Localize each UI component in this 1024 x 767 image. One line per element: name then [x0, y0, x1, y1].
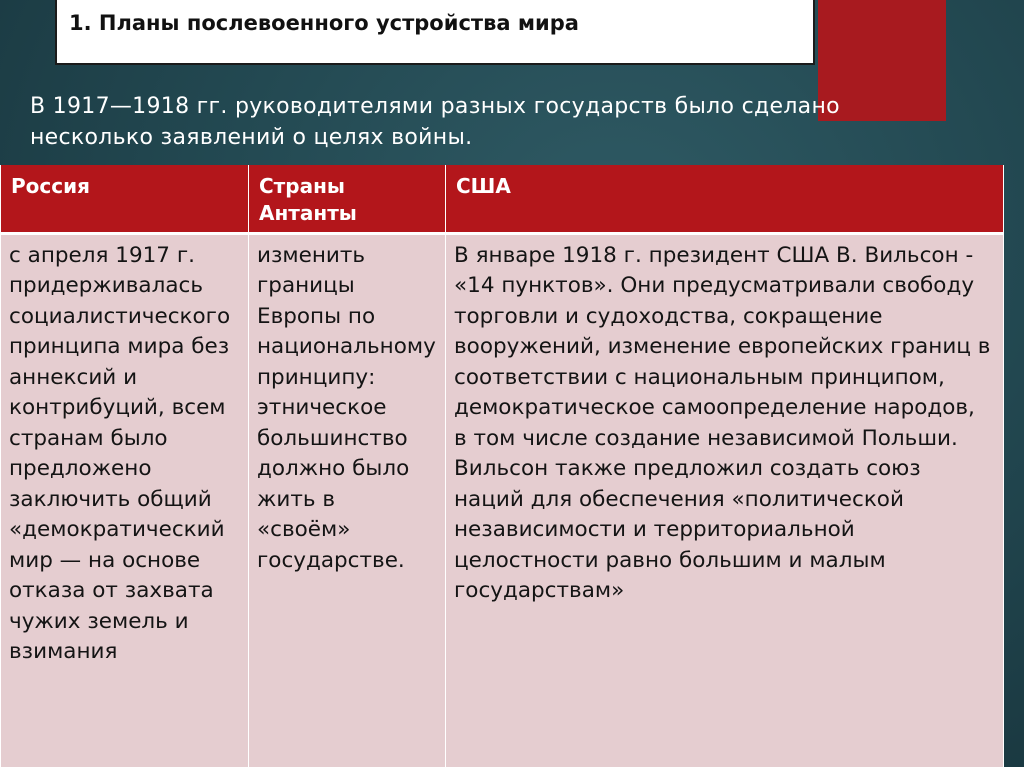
table-row	[1, 233, 1004, 767]
slide-title: 1. Планы послевоенного устройства мира	[69, 11, 579, 35]
header-usa: США	[446, 165, 1004, 233]
table-header-row	[1, 165, 1004, 233]
cell-entente: изменить границы Европы по национальному принципу: этническое большинство должно было жить в «своём» государстве.	[249, 233, 446, 767]
title-box	[55, 0, 815, 65]
cell-usa: В январе 1918 г. президент США В. Вильсон - «14 пунктов». Они предусматривали свободу торговли и судоходства, сокращение вооружений, изменение европейских границ в соответствии с национальным принципом, демократическое самоопределение народов, в том числе создание независимой Польши. Вильсон также предложил создать союз наций для обеспечения «политической независимости и территориальной целостности равно большим и малым государствам»	[446, 233, 1004, 767]
plans-table	[0, 165, 1004, 767]
header-entente: Страны Антанты	[249, 165, 446, 233]
cell-russia: с апреля 1917 г. придерживалась социалистического принципа мира без аннексий и контрибуций, всем странам было предложено заключить общий «демократический мир — на основе отказа от захвата чужих земель и взимания	[1, 233, 249, 767]
intro-text: В 1917—1918 гг. руководителями разных государств было сделано несколько заявлений о целях войны.	[30, 94, 840, 150]
header-russia: Россия	[1, 165, 249, 233]
